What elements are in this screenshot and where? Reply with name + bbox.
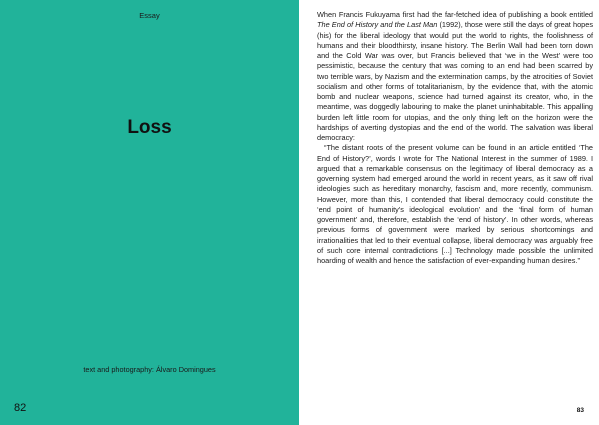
left-page bbox=[0, 0, 299, 425]
essay-body bbox=[317, 10, 593, 266]
section-label: Essay bbox=[139, 11, 160, 20]
right-page bbox=[299, 0, 599, 425]
page-number-right: 83 bbox=[576, 407, 584, 414]
paragraph-intro-part1: When Francis Fukuyama first had the far-fetched idea of publishing a book entitled bbox=[317, 10, 593, 19]
paragraph-quote: “The distant roots of the present volume can be found in an article entitled ‘The End of History?’, words I wrote for The National Interest in the summer of 1989. I argued that a remarkable consensus on the legitimacy of liberal democracy as a governing system had emerged around the world in recent years, as it saw off rival ideologies such as hereditary monarchy, fascism and, more recently, communism. However, more than this, I contended that liberal democracy could constitute the ‘end point of humanity's ideological evolution’ and the ‘final form of human government’ and, therefore, establish the ‘end of history’. In other words, whereas previous forms of government were marked by serious shortcomings and irrationalities that led to their eventual collapse, liberal democracy was arguably free of such core internal contradictions [...] Technology made possible the unlimited hoarding of wealth and hence the satisfaction of ever-expanding human desires.” bbox=[317, 143, 593, 265]
paragraph-intro-part2: (1992), those were still the days of great hopes (his) for the liberal ideology that would put the world to rights, the foolishness of humans and their bloodthirsty, insane history. The Berlin Wall had been torn down and the Cold War was over, but Francis believed that ‘we in the West’ were too pessimistic, because the century that was coming to an end had been scarred by two terrible wars, by Nazism and the extermination camps, by the atrocities of Soviet socialism and other forms of totalitarianism, by the evidence that, with the atomic bomb and nuclear weapons, science had turned against its creator, who, in the meantime, was doggedly labouring to make the planet uninhabitable. This appalling burden left little room for utopias, and the only thing left on the horizon were the hardships of averting dystopias and the end of the world. The salvation was liberal democracy: bbox=[317, 20, 593, 142]
book-title: The End of History and the Last Man bbox=[317, 20, 438, 30]
author-credit: text and photography: Álvaro Domingues bbox=[83, 365, 216, 374]
paragraph-intro bbox=[317, 10, 593, 143]
essay-title: Loss bbox=[127, 117, 172, 138]
page-number-left: 82 bbox=[14, 402, 27, 414]
